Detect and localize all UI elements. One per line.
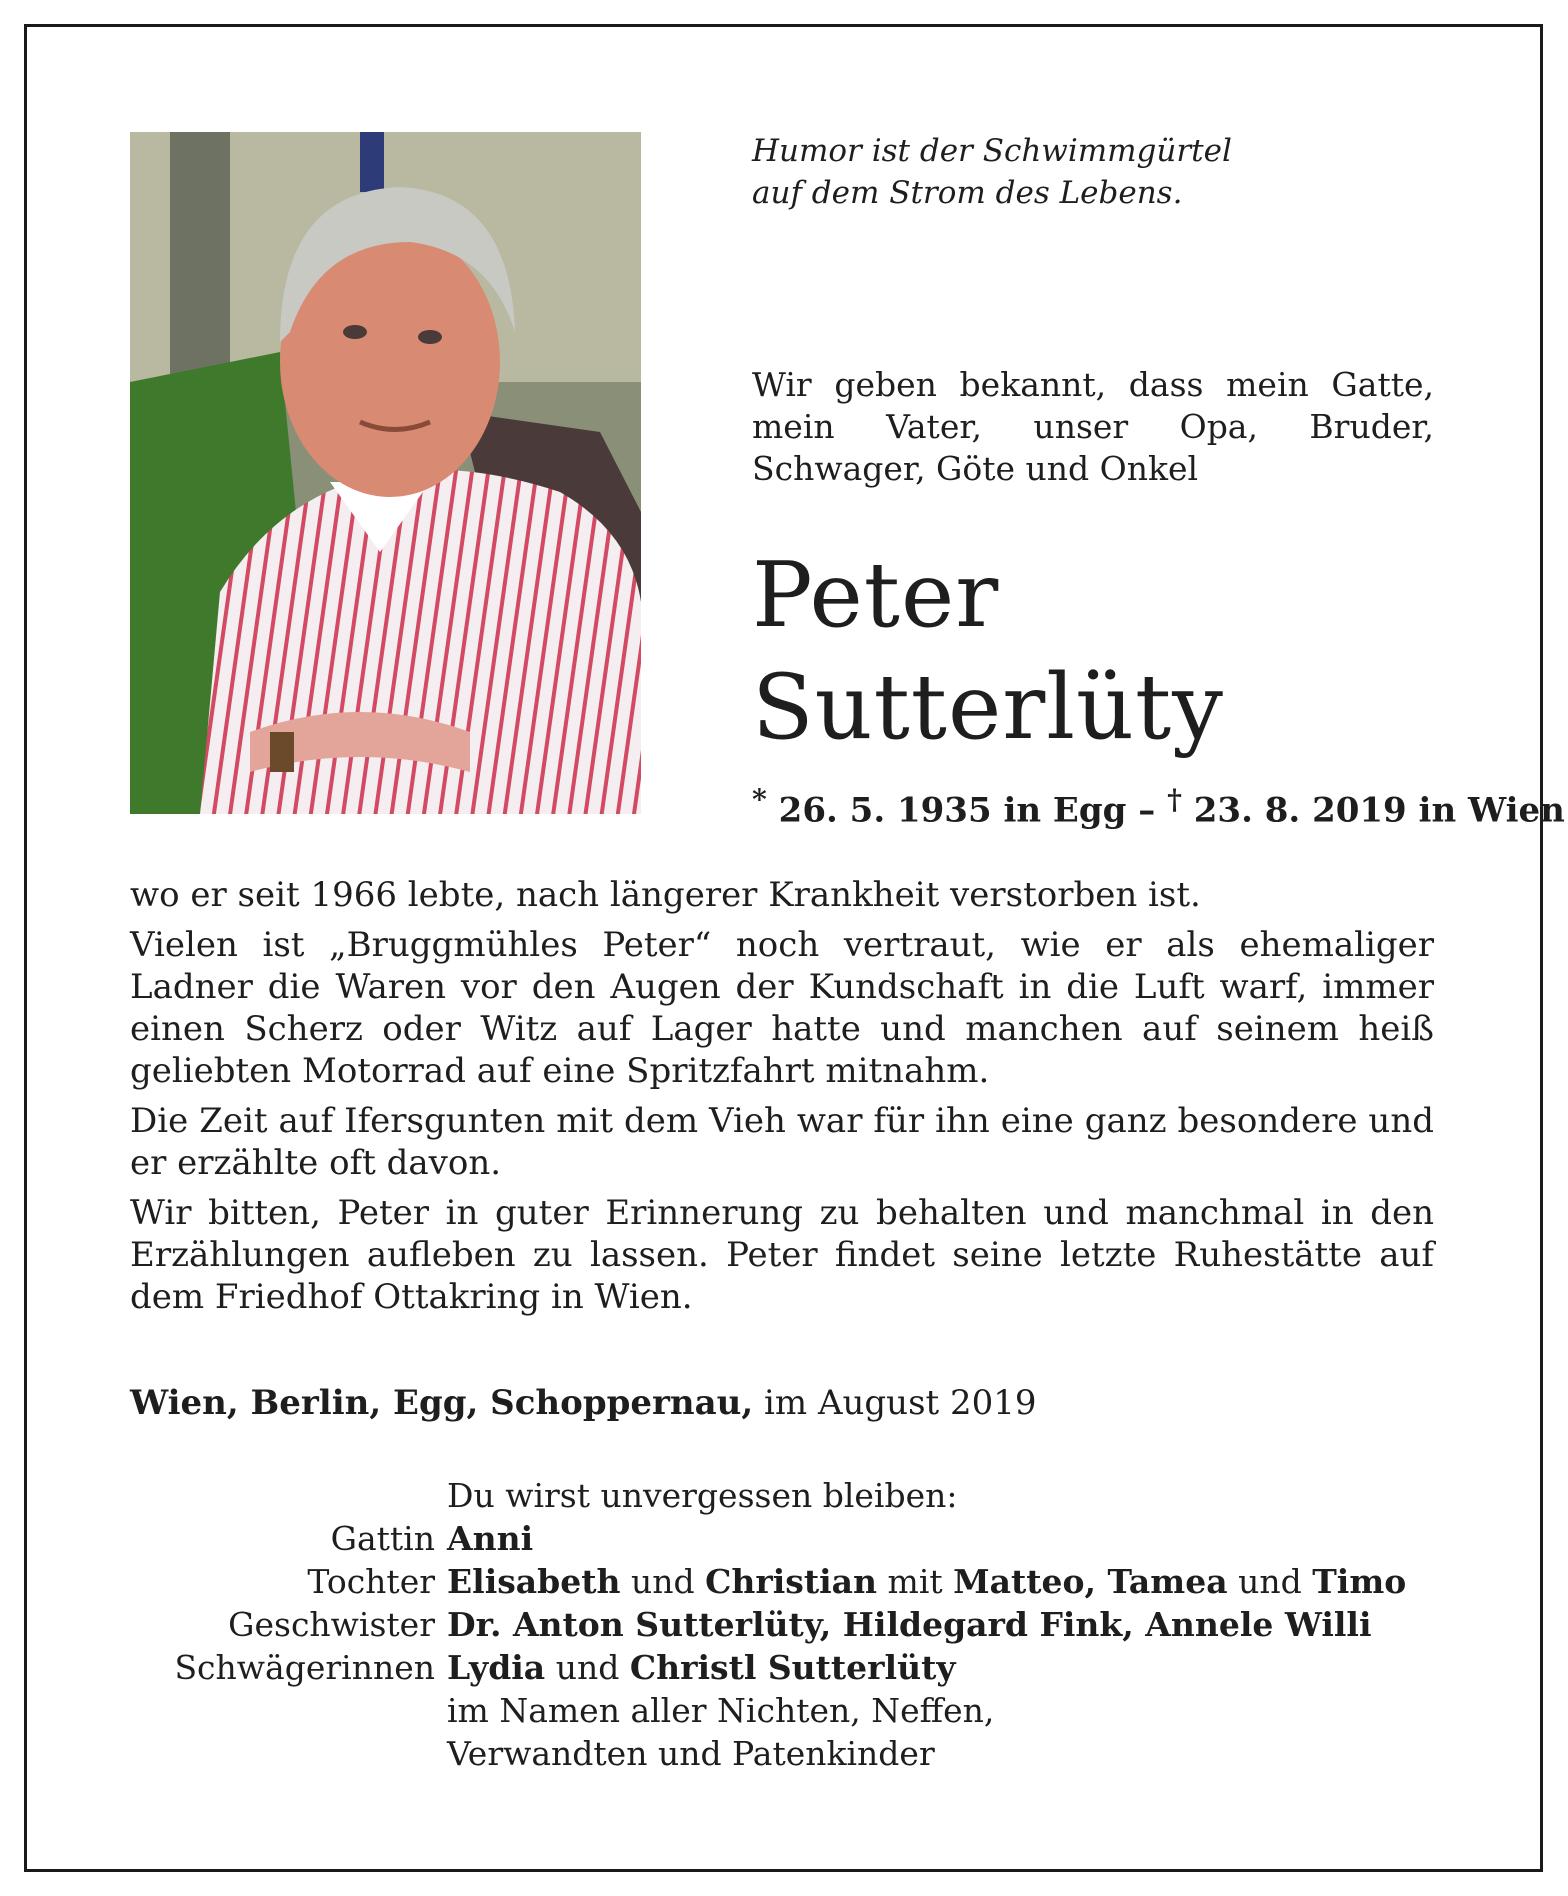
sibling-names: Dr. Anton Sutterlüty, Hildegard Fink, Annele Willi — [447, 1605, 1372, 1644]
survivor-row-siblings — [130, 1603, 1460, 1646]
conjunction: und — [545, 1648, 630, 1687]
quote-line-1: Humor ist der Schwimmgürtel — [752, 133, 1232, 169]
places: Wien, Berlin, Egg, Schoppernau, — [130, 1383, 754, 1423]
conjunction: und — [1227, 1562, 1313, 1601]
conjunction: mit — [877, 1562, 954, 1601]
survivor-row-sisters-in-law — [130, 1646, 1460, 1689]
body-paragraph: Vielen ist „Bruggmühles Peter“ noch vertraut, wie er als ehemaliger Ladner die Waren vor den Augen der Kundschaft in die Luft warf, immer einen Scherz oder Witz auf Lager hatte und manchen auf seinem heiß geliebten Motorrad auf eine Spritzfahrt mitnahm. — [130, 925, 1434, 1091]
obituary-body — [130, 874, 1434, 1326]
survivor-row-spouse — [130, 1517, 1460, 1560]
relation-label: Schwägerinnen — [174, 1648, 435, 1687]
body-paragraph: Die Zeit auf Ifersgunten mit dem Vieh war für ihn eine ganz besondere und er erzählte oft davon. — [130, 1101, 1434, 1183]
quote-line-2: auf dem Strom des Lebens. — [752, 175, 1183, 211]
closing-date: im August 2019 — [753, 1383, 1037, 1423]
relation-label: Tochter — [307, 1562, 435, 1601]
survivor-row-daughter — [130, 1560, 1460, 1603]
death-symbol: † — [1167, 782, 1182, 816]
birth-symbol: * — [752, 782, 767, 816]
survivors-list — [130, 1474, 1460, 1775]
survivors-heading: Du wirst unvergessen bleiben: — [447, 1476, 958, 1515]
birth-date: 26. 5. 1935 in Egg — [778, 790, 1127, 831]
sister-in-law-name: Lydia — [447, 1648, 546, 1687]
daughter-name: Elisabeth — [447, 1562, 621, 1601]
body-paragraph: Wir bitten, Peter in guter Erinnerung zu behalten und manchmal in den Erzählungen aufleben zu lassen. Peter findet seine letzte Ruhestätte auf dem Friedhof Ottakring in Wien. — [130, 1193, 1434, 1317]
motto-quote — [752, 130, 1352, 214]
announcement-intro: Wir geben bekannt, dass mein Gatte, mein Vater, unser Opa, Bruder, Schwager, Göte und Onkel — [752, 365, 1434, 488]
footer-line-2: Verwandten und Patenkinder — [447, 1734, 935, 1773]
portrait-photo — [130, 132, 641, 814]
last-name: Sutterlüty — [752, 655, 1224, 760]
life-dates — [752, 778, 1565, 831]
son-in-law-name: Christian — [705, 1562, 878, 1601]
spouse-name: Anni — [447, 1519, 534, 1558]
deceased-name — [752, 540, 1224, 764]
first-name: Peter — [752, 543, 1000, 648]
body-paragraph: wo er seit 1966 lebte, nach längerer Krankheit verstorben ist. — [130, 875, 1201, 915]
date-separator: – — [1126, 790, 1168, 831]
conjunction: und — [620, 1562, 706, 1601]
portrait-image — [130, 132, 641, 814]
grandchild-name: Timo — [1312, 1562, 1407, 1601]
relation-label: Gattin — [330, 1519, 435, 1558]
grandchildren-names: Matteo, Tamea — [953, 1562, 1228, 1601]
sister-in-law-name: Christl Sutterlüty — [629, 1648, 956, 1687]
relation-label: Geschwister — [228, 1605, 435, 1644]
footer-line-1: im Namen aller Nichten, Neffen, — [447, 1691, 995, 1730]
place-date-line — [130, 1382, 1037, 1424]
death-date: 23. 8. 2019 in Wien — [1193, 790, 1565, 831]
